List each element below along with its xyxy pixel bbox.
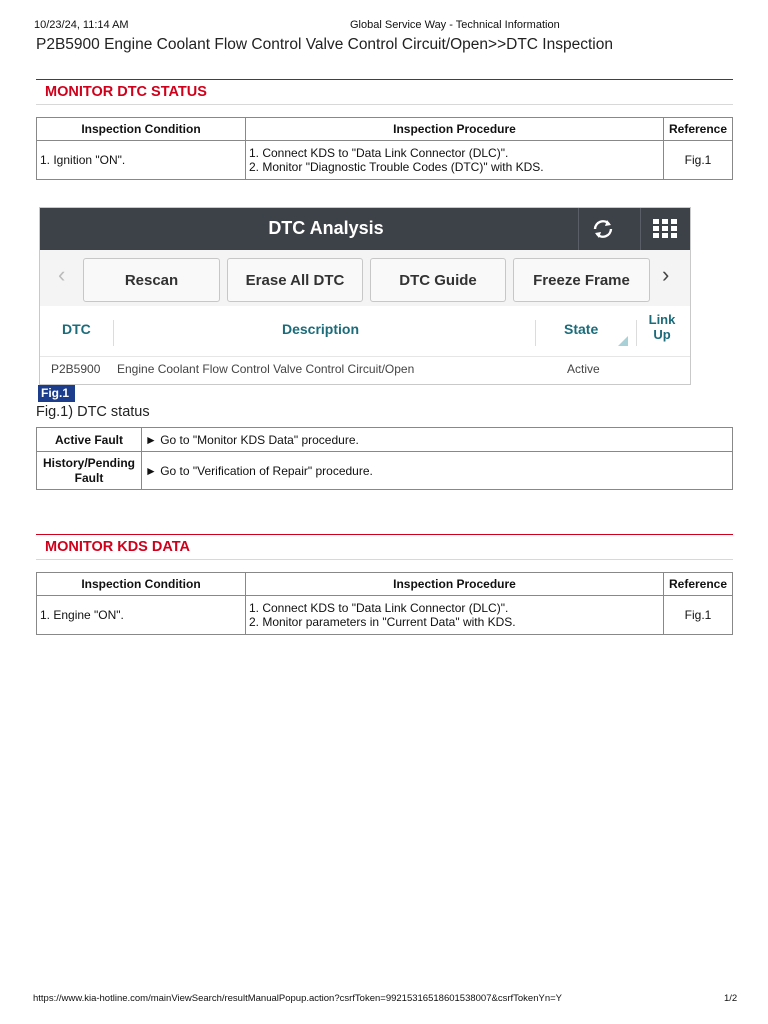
figure-tag: Fig.1: [38, 385, 75, 402]
column-header: Inspection Condition: [37, 118, 246, 141]
procedure-step: 2. Monitor "Diagnostic Trouble Codes (DTC)" with KDS.: [249, 160, 544, 174]
dtc-column-headers: [40, 312, 690, 350]
section-monitor-kds-data: [36, 534, 733, 560]
column-divider: [535, 320, 536, 346]
fault-label: [37, 452, 142, 490]
reference-link[interactable]: Fig.1: [664, 141, 733, 180]
section-underline: [36, 559, 733, 560]
fault-label-line: Fault: [74, 470, 104, 485]
column-divider: [636, 320, 637, 346]
column-header: Inspection Procedure: [246, 118, 664, 141]
page-url[interactable]: https://www.kia-hotline.com/mainViewSearch/resultManualPopup.action?csrfToken=99215316518601538007&csrfTokenYn=Y: [33, 993, 562, 1004]
fault-label: Active Fault: [37, 428, 142, 452]
inspection-condition: 1. Engine "ON".: [37, 596, 246, 635]
fault-label-line: History/Pending: [42, 455, 135, 470]
table-row: [37, 428, 733, 452]
column-header: Inspection Procedure: [246, 573, 664, 596]
table-row: [37, 452, 733, 490]
table-row: [37, 141, 733, 180]
inspection-procedure: [246, 141, 664, 180]
section-underline: [36, 104, 733, 105]
screen-title: DTC Analysis: [268, 218, 384, 238]
link-up-label: Link: [648, 312, 676, 327]
inspection-condition: 1. Ignition "ON".: [37, 141, 246, 180]
section-title: MONITOR KDS DATA: [45, 539, 190, 555]
sort-corner-icon: [618, 336, 628, 346]
grid-menu-icon[interactable]: [640, 208, 688, 250]
procedure-step: 1. Connect KDS to "Data Link Connector (DLC)".: [249, 146, 509, 160]
column-state[interactable]: State: [564, 321, 599, 337]
column-header: Reference: [664, 573, 733, 596]
print-datetime: 10/23/24, 11:14 AM: [34, 19, 129, 31]
section-title: MONITOR DTC STATUS: [45, 84, 207, 100]
page-title: P2B5900 Engine Coolant Flow Control Valve Control Circuit/Open>>DTC Inspection: [36, 36, 613, 53]
dtc-analysis-screenshot: [39, 207, 691, 385]
dtc-state: Active: [567, 362, 600, 376]
procedure-step: 2. Monitor parameters in "Current Data" with KDS.: [249, 615, 516, 629]
dtc-status-table: [36, 117, 733, 180]
kds-data-table: [36, 572, 733, 635]
table-row: [37, 596, 733, 635]
column-divider: [113, 320, 114, 346]
page-number: 1/2: [724, 993, 738, 1004]
action-button-row: [40, 250, 690, 306]
fault-status-table: [36, 427, 733, 490]
link-up-label: Up: [653, 327, 671, 342]
inspection-procedure: [246, 596, 664, 635]
fault-action: ► Go to "Verification of Repair" procedure.: [142, 452, 733, 490]
reference-link[interactable]: Fig.1: [664, 596, 733, 635]
column-dtc: DTC: [62, 321, 91, 337]
chevron-left-icon[interactable]: ‹: [58, 262, 66, 287]
freeze-frame-button[interactable]: Freeze Frame: [513, 258, 650, 302]
procedure-step: 1. Connect KDS to "Data Link Connector (DLC)".: [249, 601, 509, 615]
column-description: Description: [282, 321, 360, 337]
refresh-icon[interactable]: [578, 208, 626, 250]
erase-all-dtc-button[interactable]: Erase All DTC: [227, 258, 363, 302]
site-title: Global Service Way - Technical Information: [350, 19, 560, 31]
screen-header: [40, 208, 690, 250]
column-header: Reference: [664, 118, 733, 141]
fault-action: ► Go to "Monitor KDS Data" procedure.: [142, 428, 733, 452]
dtc-row[interactable]: [40, 356, 690, 382]
rescan-button[interactable]: Rescan: [83, 258, 220, 302]
figure-caption: Fig.1) DTC status: [36, 404, 150, 420]
dtc-code: P2B5900: [51, 362, 101, 376]
chevron-right-icon[interactable]: ›: [662, 262, 670, 287]
column-link-up: [647, 312, 677, 342]
column-header: Inspection Condition: [37, 573, 246, 596]
section-monitor-dtc-status: [36, 79, 733, 105]
dtc-description: Engine Coolant Flow Control Valve Control Circuit/Open: [117, 362, 415, 376]
dtc-guide-button[interactable]: DTC Guide: [370, 258, 506, 302]
